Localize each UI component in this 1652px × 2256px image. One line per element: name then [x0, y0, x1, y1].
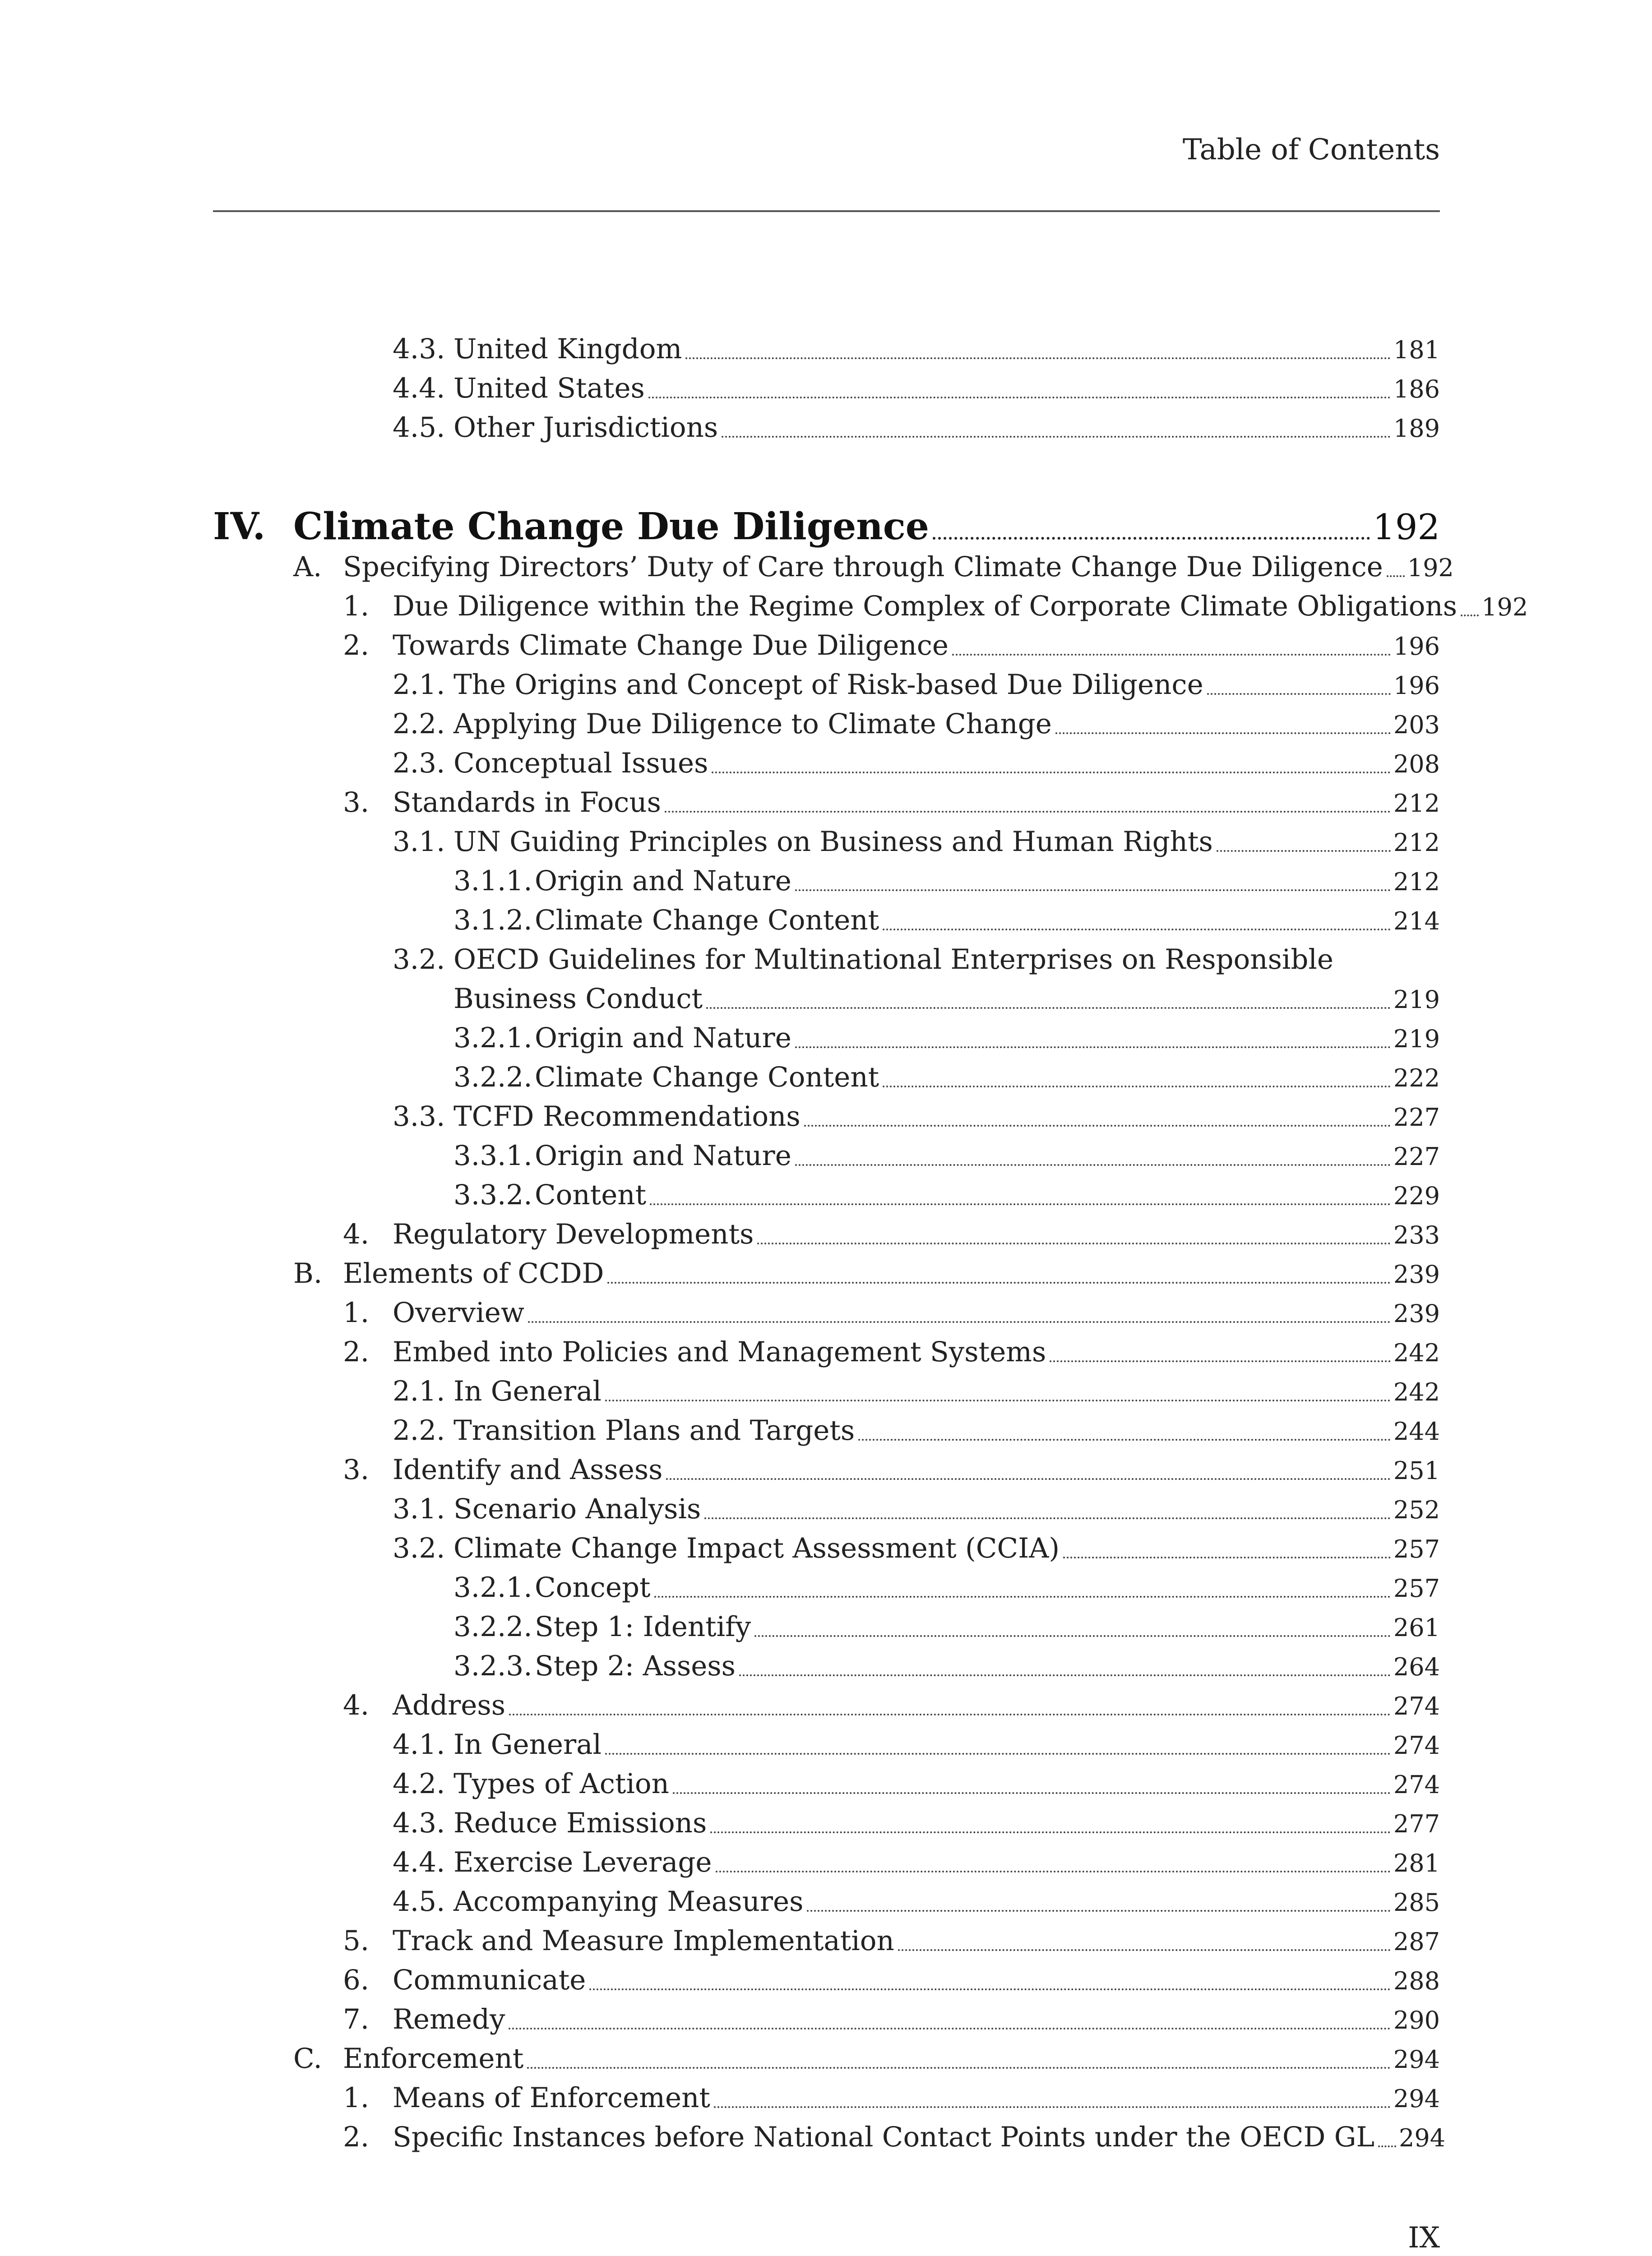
- toc-entry-title: Step 1: Identify: [535, 1611, 751, 1643]
- toc-entry-number: 2.1.: [393, 1375, 445, 1407]
- toc-entry-number: 3.: [343, 1454, 370, 1486]
- dot-leader: [666, 1478, 1390, 1480]
- toc-entry: [393, 1803, 1440, 1843]
- toc-entry-title: Other Jurisdictions: [453, 411, 718, 444]
- toc-entry-page: 294: [1393, 2045, 1440, 2074]
- toc-entry-number: 2.1.: [393, 669, 445, 701]
- dot-leader: [665, 811, 1391, 813]
- toc-entry-title: In General: [453, 1729, 602, 1761]
- toc-entry-page: 189: [1393, 414, 1440, 443]
- toc-entry-page: 208: [1393, 750, 1440, 778]
- toc-entry-title: Towards Climate Change Due Diligence: [393, 629, 949, 661]
- toc-entry: [393, 369, 1440, 408]
- dot-leader: [757, 1243, 1391, 1244]
- toc-entry-page: 212: [1393, 789, 1440, 818]
- toc-entry-title: Embed into Policies and Management Systems: [393, 1336, 1046, 1368]
- toc-entry-number: 1.: [343, 2082, 370, 2114]
- toc-entry-number: C.: [293, 2043, 322, 2075]
- dot-leader: [605, 1753, 1391, 1755]
- toc-entry-page: 252: [1393, 1496, 1440, 1524]
- toc-chapter-entry: [213, 502, 1440, 551]
- toc-entry-page: 257: [1393, 1535, 1440, 1563]
- toc-entry-page: 274: [1393, 1771, 1440, 1799]
- dot-leader: [716, 1871, 1391, 1872]
- toc-entry-page: 233: [1393, 1221, 1440, 1249]
- dot-leader: [1207, 693, 1391, 695]
- toc-entry-title: Applying Due Diligence to Climate Change: [453, 708, 1052, 740]
- toc-entry: [393, 1725, 1440, 1765]
- toc-entry-title: Origin and Nature: [535, 1022, 791, 1054]
- toc-entry-page: 290: [1393, 2006, 1440, 2034]
- toc-entry-title: Remedy: [393, 2003, 505, 2035]
- toc-entry-number: 1.: [343, 1297, 370, 1329]
- toc-entry: [343, 2078, 1440, 2118]
- toc-entry-title: Climate Change Content: [535, 1061, 879, 1093]
- toc-entry: [453, 979, 1440, 1019]
- toc-entry-number: 4.5.: [393, 411, 445, 444]
- toc-entry-number: 4.4.: [393, 1846, 445, 1878]
- toc-entry-page: 192: [1373, 507, 1440, 548]
- toc-entry-page: 181: [1393, 336, 1440, 364]
- toc-entry-page: 242: [1393, 1378, 1440, 1406]
- toc-entry-page: 186: [1393, 375, 1440, 403]
- dot-leader: [898, 1949, 1391, 1951]
- toc-entry: [343, 2000, 1440, 2039]
- toc-entry-title: Concept: [535, 1572, 651, 1604]
- dot-leader: [527, 2067, 1391, 2069]
- dot-leader: [952, 654, 1391, 656]
- toc-entry-page: 277: [1393, 1810, 1440, 1838]
- toc-entry: [293, 1254, 1440, 1294]
- toc-entry: [393, 1411, 1440, 1451]
- dot-leader: [933, 537, 1370, 540]
- toc-entry: [343, 2117, 1446, 2157]
- toc-entry: [393, 1529, 1440, 1568]
- dot-leader: [795, 1164, 1391, 1166]
- toc-entry: [293, 547, 1454, 587]
- toc-entry-title: United States: [453, 372, 645, 404]
- toc-entry-title: Types of Action: [453, 1768, 669, 1800]
- dot-leader: [804, 1125, 1391, 1127]
- toc-entry-title: Elements of CCDD: [343, 1257, 604, 1290]
- toc-entry-title: OECD Guidelines for Multinational Enterprises on Responsible: [453, 943, 1334, 975]
- toc-entry: [453, 1136, 1440, 1176]
- toc-entry: [453, 1058, 1440, 1097]
- toc-entry-page: 212: [1393, 868, 1440, 896]
- toc-entry-page: 196: [1393, 671, 1440, 700]
- toc-entry-title: TCFD Recommendations: [453, 1100, 801, 1133]
- toc-entry-title: Standards in Focus: [393, 786, 661, 818]
- dot-leader: [795, 889, 1391, 891]
- toc-entry-page: 294: [1393, 2085, 1440, 2113]
- toc-entry: [343, 1215, 1440, 1254]
- dot-leader: [650, 1203, 1391, 1205]
- dot-leader: [607, 1282, 1390, 1284]
- toc-entry-number: 3.2.2.: [453, 1611, 532, 1643]
- toc-entry-title: Address: [393, 1689, 506, 1721]
- toc-entry-number: 3.1.: [393, 1493, 445, 1525]
- toc-entry-page: 242: [1393, 1339, 1440, 1367]
- toc-entry-page: 196: [1393, 632, 1440, 661]
- dot-leader: [710, 1831, 1391, 1833]
- dot-leader: [1461, 615, 1479, 616]
- toc-entry-number: 6.: [343, 1964, 370, 1996]
- toc-entry: [393, 744, 1440, 783]
- toc-entry-number: 3.3.1.: [453, 1140, 532, 1172]
- toc-entry-title: Means of Enforcement: [393, 2082, 710, 2114]
- toc-entry: [453, 861, 1440, 901]
- toc-entry-number: IV.: [213, 505, 266, 548]
- toc-entry: [393, 822, 1440, 862]
- toc-entry-number: 2.: [343, 2121, 370, 2153]
- toc-entry: [293, 2039, 1440, 2079]
- toc-entry-title: Exercise Leverage: [453, 1846, 712, 1878]
- toc-entry-page: 222: [1393, 1064, 1440, 1092]
- toc-entry-title: Specific Instances before National Contact Points under the OECD GL: [393, 2121, 1375, 2153]
- toc-entry-page: 264: [1393, 1653, 1440, 1681]
- toc-entry-title: Regulatory Developments: [393, 1218, 754, 1250]
- toc-entry-number: 3.1.1.: [453, 865, 532, 897]
- dot-leader: [1063, 1557, 1391, 1558]
- toc-entry-page: 227: [1393, 1103, 1440, 1132]
- dot-leader: [1055, 732, 1391, 734]
- dot-leader: [858, 1439, 1391, 1441]
- dot-leader: [605, 1400, 1391, 1401]
- dot-leader: [714, 2106, 1391, 2108]
- toc-entry-number: 5.: [343, 1925, 370, 1957]
- dot-leader: [528, 1321, 1391, 1323]
- toc-entry: [343, 626, 1440, 666]
- toc-entry-page: 285: [1393, 1888, 1440, 1917]
- toc-entry-number: 3.2.1.: [453, 1022, 532, 1054]
- toc-entry: [453, 1175, 1440, 1215]
- toc-entry-title: Origin and Nature: [535, 865, 791, 897]
- toc-entry-page: 214: [1393, 907, 1440, 935]
- toc-entry-title: Origin and Nature: [535, 1140, 791, 1172]
- toc-entry: [393, 329, 1440, 369]
- toc-entry-number: 7.: [343, 2003, 370, 2035]
- toc-entry-number: A.: [293, 551, 322, 583]
- toc-entry-title: Transition Plans and Targets: [453, 1415, 855, 1447]
- dot-leader: [754, 1635, 1391, 1637]
- dot-leader: [739, 1674, 1391, 1676]
- toc-entry-number: 4.: [343, 1689, 370, 1721]
- toc-entry-title: Reduce Emissions: [453, 1807, 707, 1839]
- toc-entry-number: 3.2.: [393, 943, 445, 975]
- dot-leader: [589, 1988, 1391, 1990]
- toc-entry-title: Identify and Assess: [393, 1454, 663, 1486]
- toc-entry-title: United Kingdom: [453, 333, 682, 365]
- toc-entry-number: 4.3.: [393, 1807, 445, 1839]
- toc-entry-number: B.: [293, 1257, 323, 1290]
- dot-leader: [654, 1596, 1391, 1598]
- toc-entry: [453, 1568, 1440, 1608]
- toc-entry-page: 212: [1393, 828, 1440, 857]
- dot-leader: [509, 2028, 1390, 2029]
- toc-entry-title: Overview: [393, 1297, 525, 1329]
- toc-entry-number: 3.: [343, 786, 370, 818]
- toc-entry-page: 287: [1393, 1928, 1440, 1956]
- toc-entry: [393, 665, 1440, 705]
- toc-entry-title: In General: [453, 1375, 602, 1407]
- toc-entry-page: 203: [1393, 711, 1440, 739]
- dot-leader: [673, 1792, 1391, 1794]
- toc-entry-number: 3.2.: [393, 1532, 445, 1564]
- toc-entry: [393, 1372, 1440, 1411]
- dot-leader: [712, 772, 1390, 773]
- toc-entry-number: 3.2.3.: [453, 1650, 532, 1682]
- toc-entry-page: 227: [1393, 1142, 1440, 1171]
- dot-leader: [1387, 575, 1405, 577]
- toc-entry-number: 3.1.2.: [453, 904, 532, 936]
- toc-entry-title: Conceptual Issues: [453, 747, 708, 779]
- dot-leader: [685, 357, 1391, 359]
- dot-leader: [648, 397, 1391, 398]
- toc-entry: [393, 1764, 1440, 1804]
- toc-entry-number: 4.1.: [393, 1729, 445, 1761]
- toc-entry-title: Scenario Analysis: [453, 1493, 701, 1525]
- toc-entry-number: 3.2.1.: [453, 1572, 532, 1604]
- toc-entry-number: 3.2.2.: [453, 1061, 532, 1093]
- dot-leader: [795, 1046, 1391, 1048]
- toc-entry: [393, 1097, 1440, 1137]
- toc-entry: [343, 1960, 1440, 2000]
- dot-leader: [722, 436, 1391, 438]
- toc-entry: [393, 408, 1440, 448]
- toc-entry-number: 2.: [343, 1336, 370, 1368]
- toc-entry-number: 3.3.: [393, 1100, 445, 1133]
- dot-leader: [883, 1086, 1391, 1087]
- toc-entry: [453, 901, 1440, 940]
- toc-entry-title: The Origins and Concept of Risk-based Due Diligence: [453, 669, 1203, 701]
- toc-entry-page: 288: [1393, 1967, 1440, 1995]
- toc-entry-number: 3.1.: [393, 826, 445, 858]
- toc-entry: [343, 1332, 1440, 1372]
- toc-entry-title: Climate Change Due Diligence: [293, 505, 929, 548]
- toc-entry-page: 239: [1393, 1260, 1440, 1289]
- toc-entry: [453, 1018, 1440, 1058]
- dot-leader: [1378, 2145, 1396, 2147]
- dot-leader: [509, 1714, 1391, 1715]
- toc-entry-page: 229: [1393, 1182, 1440, 1210]
- toc-entry-page: 294: [1399, 2124, 1446, 2152]
- toc-entry-page: 257: [1393, 1574, 1440, 1603]
- toc-entry-page: 192: [1481, 593, 1528, 621]
- toc-entry-page: 192: [1407, 554, 1454, 582]
- toc-entry-title: Track and Measure Implementation: [393, 1925, 894, 1957]
- toc-entry-page: 281: [1393, 1849, 1440, 1877]
- dot-leader: [807, 1910, 1390, 1912]
- toc-entry: [393, 704, 1440, 744]
- toc-entry-title: UN Guiding Principles on Business and Human Rights: [453, 826, 1213, 858]
- running-header: Table of Contents: [1182, 133, 1440, 166]
- toc-entry-title: Accompanying Measures: [453, 1886, 804, 1918]
- toc-entry: [343, 783, 1440, 823]
- toc-entry: [453, 1607, 1440, 1647]
- toc-entry-number: 2.2.: [393, 1415, 445, 1447]
- toc-entry-title: Content: [535, 1179, 647, 1211]
- toc-entry-page: 261: [1393, 1613, 1440, 1642]
- toc-entry: [343, 1686, 1440, 1725]
- toc-entry-title: Climate Change Impact Assessment (CCIA): [453, 1532, 1060, 1564]
- toc-entry-page: 274: [1393, 1692, 1440, 1720]
- dot-leader: [883, 929, 1391, 930]
- toc-entry-number: 4.5.: [393, 1886, 445, 1918]
- toc-entry-number: 2.: [343, 629, 370, 661]
- toc-entry: [393, 1843, 1440, 1882]
- toc-entry: [393, 1882, 1440, 1922]
- toc-entry-title: Business Conduct: [453, 983, 703, 1015]
- toc-entry: [343, 1293, 1440, 1333]
- toc-entry-number: 2.3.: [393, 747, 445, 779]
- toc-entry-number: 4.4.: [393, 372, 445, 404]
- toc-entry-page: 244: [1393, 1417, 1440, 1446]
- toc-entry-title: Climate Change Content: [535, 904, 879, 936]
- toc-entry-number: 3.3.2.: [453, 1179, 532, 1211]
- toc-entry-page: 251: [1393, 1456, 1440, 1485]
- toc-entry-title: Communicate: [393, 1964, 586, 1996]
- dot-leader: [706, 1007, 1391, 1009]
- toc-entry-number: 4.3.: [393, 333, 445, 365]
- toc-entry-number: 4.: [343, 1218, 370, 1250]
- dot-leader: [704, 1517, 1391, 1519]
- dot-leader: [1217, 850, 1391, 852]
- toc-entry-number: 4.2.: [393, 1768, 445, 1800]
- toc-entry: [393, 940, 1440, 980]
- page-number: IX: [1408, 2221, 1440, 2255]
- toc-entry: [393, 1489, 1440, 1529]
- toc-entry-title: Due Diligence within the Regime Complex of Corporate Climate Obligations: [393, 590, 1458, 622]
- toc-entry-page: 219: [1393, 1025, 1440, 1053]
- toc-entry-title: Step 2: Assess: [535, 1650, 736, 1682]
- toc-entry-number: 1.: [343, 590, 370, 622]
- dot-leader: [1050, 1360, 1391, 1362]
- toc-entry-page: 219: [1393, 985, 1440, 1014]
- toc-entry: [343, 587, 1528, 626]
- toc-entry: [343, 1450, 1440, 1490]
- toc-entry-number: 2.2.: [393, 708, 445, 740]
- toc-entry-page: 274: [1393, 1731, 1440, 1760]
- toc-entry-page: 239: [1393, 1299, 1440, 1328]
- toc-entry: [343, 1921, 1440, 1961]
- toc-entry-title: Enforcement: [343, 2043, 524, 2075]
- toc-entry: [453, 1646, 1440, 1686]
- toc-entry-title: Specifying Directors’ Duty of Care through Climate Change Due Diligence: [343, 551, 1383, 583]
